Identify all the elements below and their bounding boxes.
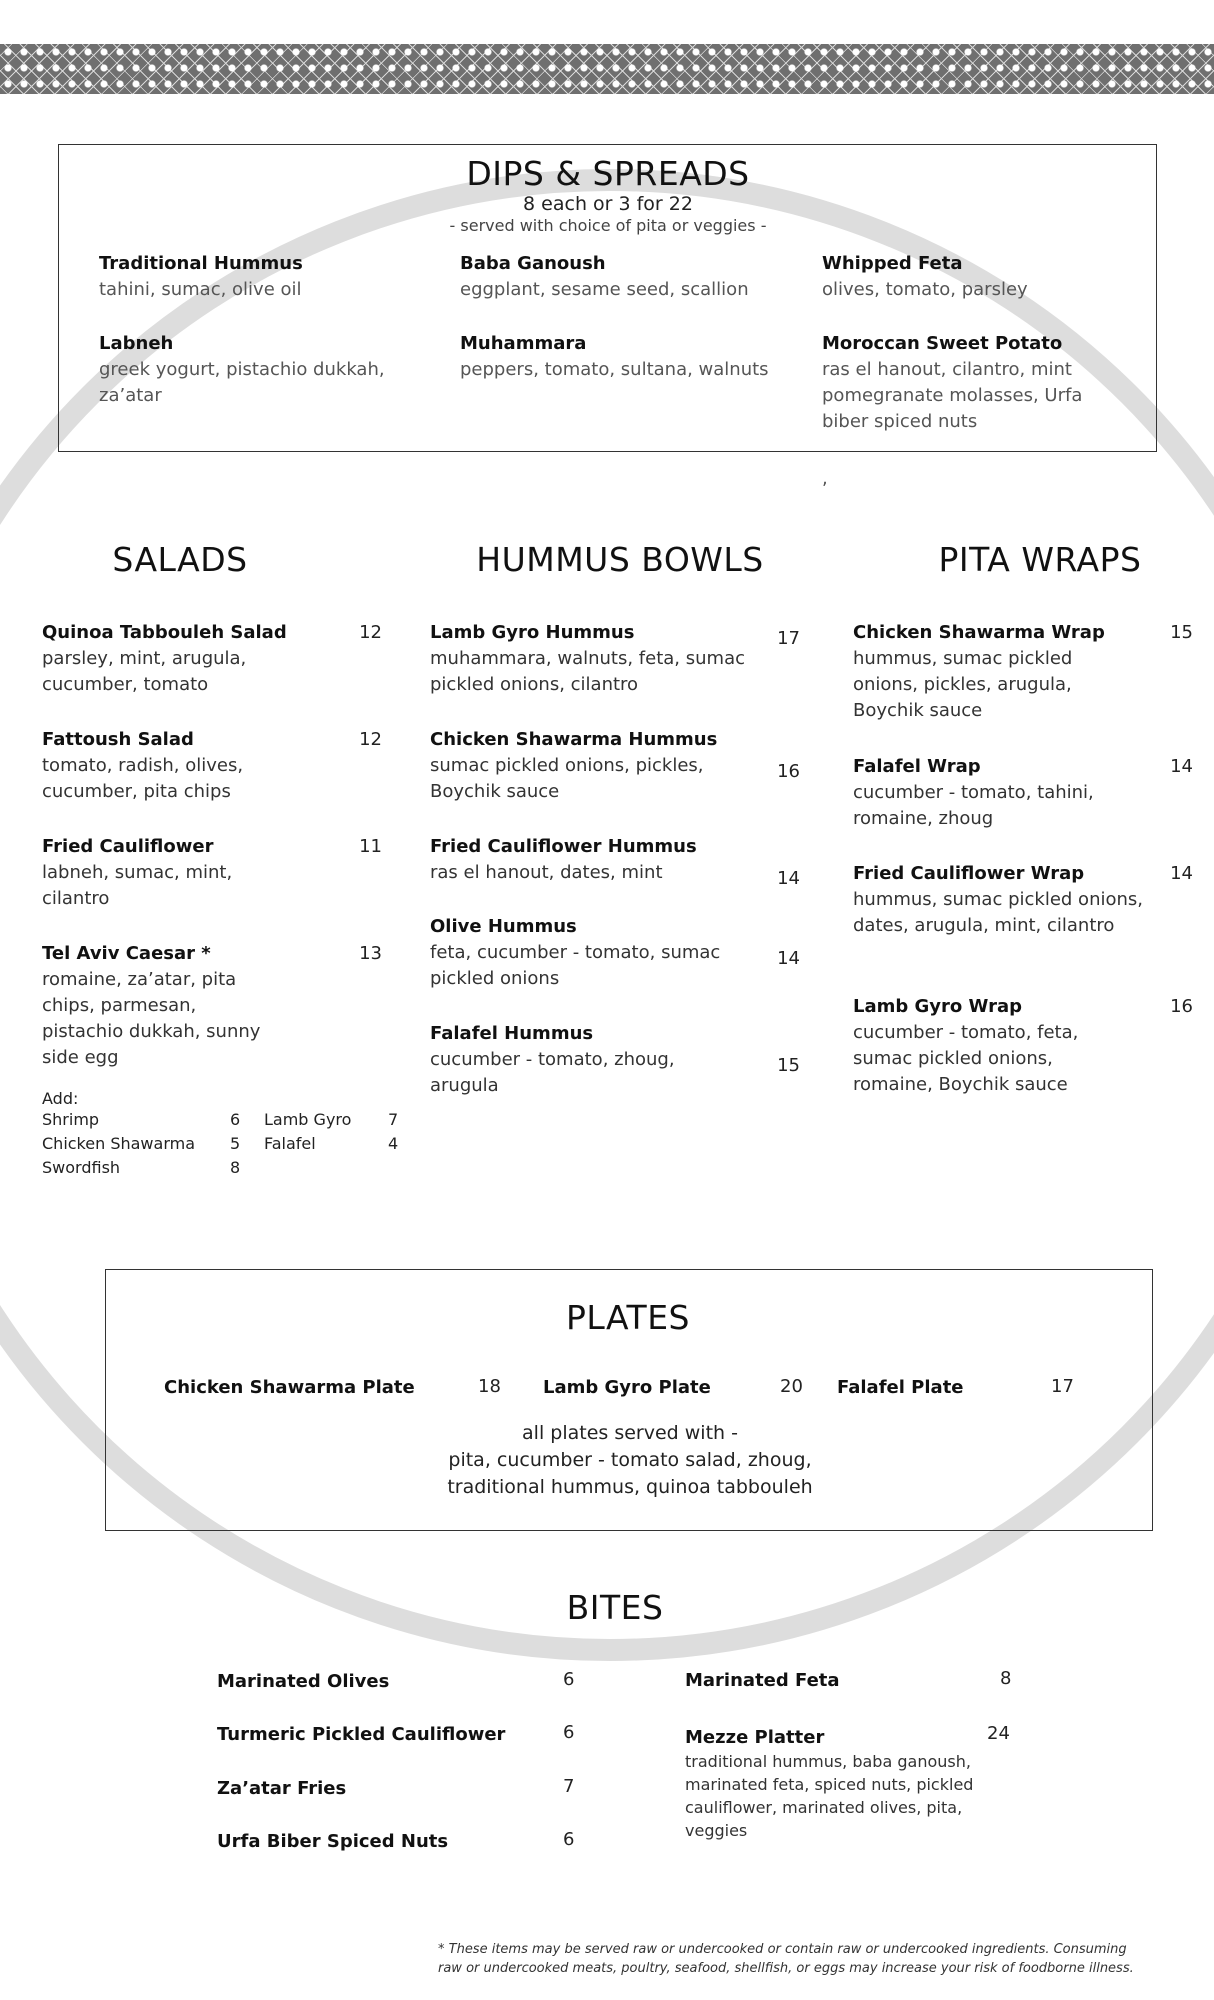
dip-name: Whipped Feta [822,253,963,274]
plates-note-line-3: traditional hummus, quinoa tabbouleh [447,1476,813,1498]
salad-item [42,620,382,698]
bite-name: Marinated Olives [217,1671,390,1692]
dip-item [460,331,810,383]
salad-item [42,941,382,1071]
dip-desc: olives, tomato, parsley [822,279,1028,300]
dip-name: Moroccan Sweet Potato [822,333,1063,354]
dips-title: DIPS & SPREADS [466,154,750,193]
plate-price: 17 [1051,1376,1074,1397]
salad-price: 12 [359,622,382,643]
addon-name: Swordfish [42,1158,121,1177]
salad-price: 12 [359,729,382,750]
bite-price: 6 [563,1722,575,1743]
bowl-desc: cucumber - tomato, zhoug, arugula [430,1049,675,1096]
bowl-desc: feta, cucumber - tomato, sumac pickled onions [430,942,721,989]
add-label: Add: [42,1089,79,1108]
dips-subtitle: 8 each or 3 for 22 [523,193,693,215]
food-safety-disclaimer [438,1940,1198,1978]
bowl-name: Lamb Gyro Hummus [430,622,635,643]
dip-item [99,331,429,409]
plate-name: Chicken Shawarma Plate [164,1377,415,1398]
dip-name: Baba Ganoush [460,253,606,274]
bites-title: BITES [566,1588,664,1627]
bite-price: 24 [987,1723,1010,1744]
dip-item [822,331,1112,435]
salad-name: Fried Cauliflower [42,836,214,857]
bowl-price: 17 [777,628,800,649]
bowl-desc: ras el hanout, dates, mint [430,862,663,883]
dip-name: Traditional Hummus [99,253,303,274]
dip-desc: ras el hanout, cilantro, mint pomegranate molasses, Urfa biber spiced nuts [822,359,1083,432]
wrap-desc: cucumber - tomato, tahini, romaine, zhoug [853,782,1094,829]
addon-name: Falafel [264,1134,316,1153]
plate-name: Lamb Gyro Plate [543,1377,711,1398]
salad-item [42,834,382,912]
decorative-pattern-banner [0,44,1214,94]
wrap-name: Chicken Shawarma Wrap [853,622,1105,643]
plate-price: 18 [478,1376,501,1397]
bite-price: 6 [563,1829,575,1850]
dips-note: - served with choice of pita or veggies - [449,216,767,235]
addon-name: Shrimp [42,1110,100,1129]
bite-price: 8 [1000,1668,1012,1689]
salad-price: 11 [359,836,382,857]
salad-desc: romaine, za’atar, pita chips, parmesan, pistachio dukkah, sunny side egg [42,969,261,1068]
bowl-price: 14 [777,868,800,889]
bowl-desc: muhammara, walnuts, feta, sumac pickled onions, cilantro [430,648,745,695]
addon-price: 7 [388,1110,399,1129]
wrap-item [853,861,1193,939]
wrap-name: Fried Cauliflower Wrap [853,863,1085,884]
bowl-item [430,914,800,992]
bite-price: 6 [563,1669,575,1690]
wrap-item [853,620,1193,724]
bowl-name: Falafel Hummus [430,1023,594,1044]
bite-price: 7 [563,1776,575,1797]
bowl-item [430,727,800,805]
stray-mark: , [822,468,828,489]
wraps-title: PITA WRAPS [938,540,1142,579]
dip-name: Muhammara [460,333,587,354]
bite-name: Marinated Feta [685,1670,840,1691]
dip-item [822,251,1122,303]
dip-desc: peppers, tomato, sultana, walnuts [460,359,769,380]
addon-price: 5 [230,1134,241,1153]
bowl-item [430,1021,800,1099]
dip-desc: greek yogurt, pistachio dukkah, za’atar [99,359,385,406]
bowl-item [430,620,800,698]
salad-price: 13 [359,943,382,964]
addon-name: Chicken Shawarma [42,1134,195,1153]
wrap-item [853,754,1193,832]
salad-name: Fattoush Salad [42,729,194,750]
disclaimer-line-2: raw or undercooked meats, poultry, seafood, shellfish, or eggs may increase your risk of foodborne illness. [438,1961,1134,1976]
wrap-price: 15 [1170,622,1193,643]
dip-name: Labneh [99,333,174,354]
salads-title: SALADS [112,540,248,579]
salad-name: Tel Aviv Caesar * [42,943,211,964]
bowl-name: Fried Cauliflower Hummus [430,836,697,857]
disclaimer-line-1: * These items may be served raw or undercooked or contain raw or undercooked ingredients. Consuming [438,1942,1127,1957]
salad-desc: parsley, mint, arugula, cucumber, tomato [42,648,247,695]
wrap-price: 14 [1170,756,1193,777]
plate-name: Falafel Plate [837,1377,964,1398]
bite-name: Urfa Biber Spiced Nuts [217,1831,449,1852]
bowl-item [430,834,800,889]
addon-name: Lamb Gyro [264,1110,352,1129]
wrap-name: Falafel Wrap [853,756,981,777]
bowls-title: HUMMUS BOWLS [476,540,764,579]
plates-note-line-2: pita, cucumber - tomato salad, zhoug, [448,1449,812,1471]
dip-item [99,251,429,303]
salad-name: Quinoa Tabbouleh Salad [42,622,287,643]
bite-name: Mezze Platter [685,1727,825,1748]
salad-desc: tomato, radish, olives, cucumber, pita chips [42,755,244,802]
bite-name: Turmeric Pickled Cauliflower [217,1724,506,1745]
salad-item [42,727,382,805]
addon-price: 4 [388,1134,399,1153]
dip-item [460,251,810,303]
bowl-price: 16 [777,761,800,782]
bowl-price: 14 [777,948,800,969]
plate-price: 20 [780,1376,803,1397]
wrap-price: 16 [1170,996,1193,1017]
dip-desc: eggplant, sesame seed, scallion [460,279,749,300]
bowl-name: Chicken Shawarma Hummus [430,729,718,750]
addon-price: 6 [230,1110,241,1129]
plates-title: PLATES [565,1298,690,1337]
bowl-desc: sumac pickled onions, pickles, Boychik sauce [430,755,704,802]
wrap-item [853,994,1193,1098]
addon-price: 8 [230,1158,241,1177]
wrap-desc: hummus, sumac pickled onions, pickles, arugula, Boychik sauce [853,648,1073,721]
bowl-name: Olive Hummus [430,916,577,937]
bite-name: Za’atar Fries [217,1778,347,1799]
wrap-desc: hummus, sumac pickled onions, dates, arugula, mint, cilantro [853,889,1143,936]
salad-desc: labneh, sumac, mint, cilantro [42,862,233,909]
wrap-price: 14 [1170,863,1193,884]
dip-desc: tahini, sumac, olive oil [99,279,302,300]
wrap-desc: cucumber - tomato, feta, sumac pickled onions, romaine, Boychik sauce [853,1022,1079,1095]
bite-desc: traditional hummus, baba ganoush, marinated feta, spiced nuts, pickled cauliflower, marinated olives, pita, veggies [685,1752,974,1840]
bowl-price: 15 [777,1055,800,1076]
plates-note-line-1: all plates served with - [522,1422,738,1444]
wrap-name: Lamb Gyro Wrap [853,996,1022,1017]
